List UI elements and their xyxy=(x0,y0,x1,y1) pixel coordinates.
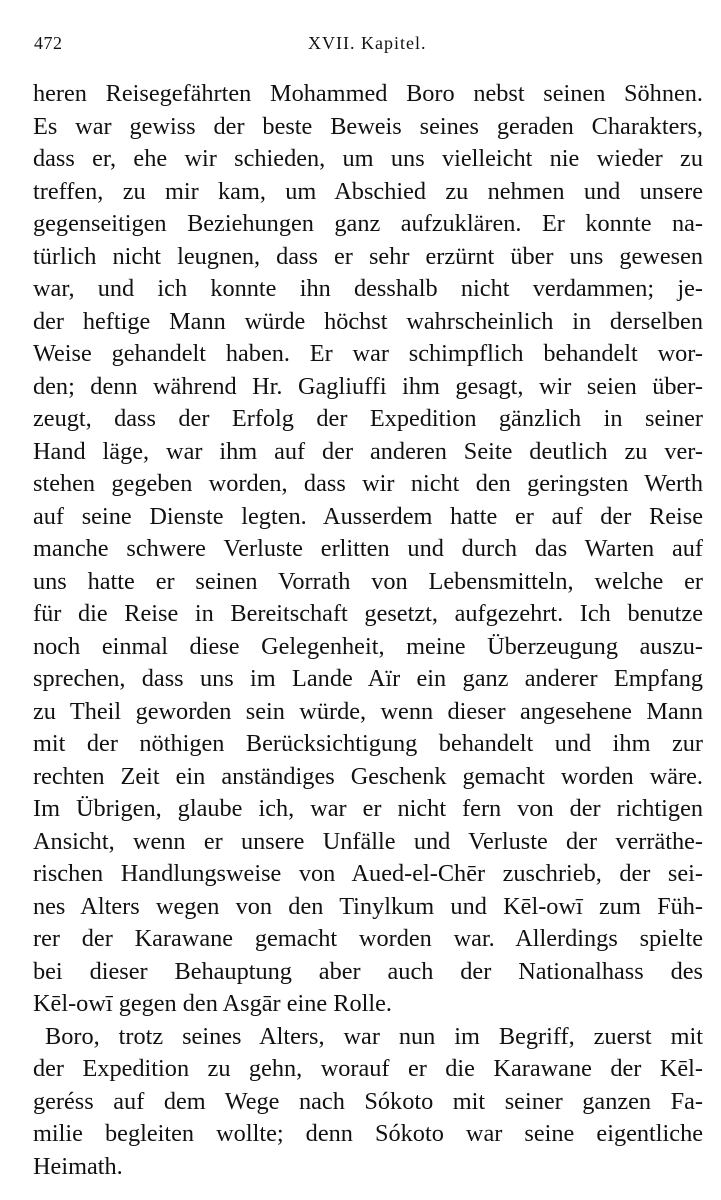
text-line: rer der Karawane gemacht worden war. Allerdings spielte xyxy=(33,925,703,952)
text-line: mit der nöthigen Berücksichtigung behandelt und ihm zur xyxy=(33,730,703,757)
text-line: den; denn während Hr. Gagliuffi ihm gesagt, wir seien über- xyxy=(33,372,703,400)
text-line: Es war gewiss der beste Beweis seines geraden Charakters, xyxy=(33,112,703,140)
text-line: treffen, zu mir kam, um Abschied zu nehmen und unsere xyxy=(33,177,703,205)
text-line: milie begleiten wollte; denn Sókoto war seine eigentliche xyxy=(33,1120,703,1147)
text-line: rechten Zeit ein anständiges Geschenk gemacht worden wäre. xyxy=(33,762,703,790)
text-line: bei dieser Behauptung aber auch der Nationalhass des xyxy=(33,957,703,985)
text-line: Ansicht, wenn er unsere Unfälle und Verluste der verräthe- xyxy=(33,827,703,855)
text-line: Im Übrigen, glaube ich, war er nicht fern von der richtigen xyxy=(33,795,703,822)
text-line: nes Alters wegen von den Tinylkum und Kēl-owī zum Füh- xyxy=(33,892,703,920)
text-line: heren Reisegefährten Mohammed Boro nebst seinen Söhnen. xyxy=(33,80,703,107)
text-line: Hand läge, war ihm auf der anderen Seite deutlich zu ver- xyxy=(33,437,703,465)
text-line: der heftige Mann würde höchst wahrscheinlich in derselben xyxy=(33,307,703,335)
paragraph-1 xyxy=(33,78,703,1021)
running-head: XVII. Kapitel. xyxy=(308,33,427,53)
page-number: 472 xyxy=(34,33,63,53)
text-line: uns hatte er seinen Vorrath von Lebensmitteln, welche er xyxy=(33,567,703,595)
text-line: Weise gehandelt haben. Er war schimpflich behandelt wor- xyxy=(33,340,703,367)
text-line: zeugt, dass der Erfolg der Expedition gänzlich in seiner xyxy=(33,405,703,432)
paragraph-2 xyxy=(33,1021,703,1184)
text-line: Boro, trotz seines Alters, war nun im Begriff, zuerst mit xyxy=(45,1022,703,1050)
text-line: zu Theil geworden sein würde, wenn dieser angesehene Mann xyxy=(33,697,703,725)
text-line: Heimath. xyxy=(33,1152,123,1180)
text-line: für die Reise in Bereitschaft gesetzt, aufgezehrt. Ich benutze xyxy=(33,600,703,627)
text-line: rischen Handlungsweise von Aued-el-Chēr zuschrieb, der sei- xyxy=(33,860,703,887)
text-line: geréss auf dem Wege nach Sókoto mit seiner ganzen Fa- xyxy=(33,1087,703,1115)
text-line: noch einmal diese Gelegenheit, meine Überzeugung auszu- xyxy=(33,632,703,660)
text-line: dass er, ehe wir schieden, um uns vielleicht nie wieder zu xyxy=(33,145,703,172)
text-line: stehen gegeben worden, dass wir nicht den geringsten Werth xyxy=(33,470,703,497)
text-line: manche schwere Verluste erlitten und durch das Warten auf xyxy=(33,535,703,562)
text-line: der Expedition zu gehn, worauf er die Karawane der Kēl- xyxy=(33,1055,703,1082)
text-line: sprechen, dass uns im Lande Aïr ein ganz anderer Empfang xyxy=(33,665,703,692)
text-line: gegenseitigen Beziehungen ganz aufzuklären. Er konnte na- xyxy=(33,210,703,237)
text-line: türlich nicht leugnen, dass er sehr erzürnt über uns gewesen xyxy=(33,242,703,270)
text-line: war, und ich konnte ihn desshalb nicht verdammen; je- xyxy=(33,275,703,302)
body-text xyxy=(33,78,703,1183)
page-header xyxy=(34,33,702,61)
text-line: Kēl-owī gegen den Asgār eine Rolle. xyxy=(33,990,392,1017)
text-line: auf seine Dienste legten. Ausserdem hatte er auf der Reise xyxy=(33,502,703,530)
